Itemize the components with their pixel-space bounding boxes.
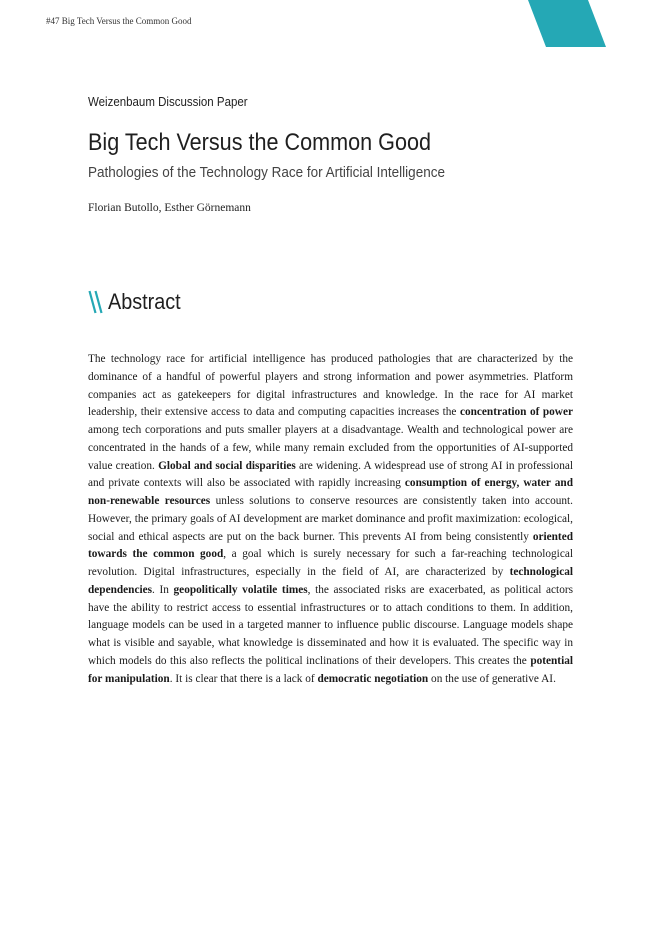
abstract-text: , the associated risks are exacerbated, as political actors have the ability to restrict access to essential infrastructures or to attach conditions to them. In addition, language models can be used in a targeted manner to influence public discourse. Language models shape what is visible and sayable, what knowledge is disseminated and how it is evaluated. The specific way in which models do this also reflects the political inclinations of their developers. This creates the — [88, 583, 574, 667]
author-list: Florian Butollo, Esther Görnemann — [88, 202, 251, 214]
abstract-emphasis: technological dependencies — [88, 566, 573, 596]
series-label: Weizenbaum Discussion Paper — [88, 95, 248, 109]
abstract-text: . It is clear that there is a lack of — [169, 672, 318, 685]
double-slash-icon — [88, 289, 104, 315]
corner-accent-shape — [526, 0, 606, 47]
abstract-emphasis: democratic negotiation — [317, 672, 429, 685]
paper-subtitle: Pathologies of the Technology Race for Artificial Intelligence — [88, 164, 445, 181]
abstract-emphasis: consumption of energy, water and non-renewable resources — [88, 477, 573, 507]
abstract-text: The technology race for artificial intelligence has produced pathologies that are characterized by the dominance of a handful of powerful players and strong information and power asymmetries. Platform companies act as gatekeepers for digital infrastructures and knowledge. In the race for AI market leadership, their extensive access to data and computing capacities increases the — [88, 353, 573, 419]
abstract-emphasis: geopolitically volatile times — [173, 583, 308, 596]
abstract-text: among tech corporations and puts smaller players at a disadvantage. Wealth and technological power are concentrated in the hands of a few, while many remain excluded from the opportunities of AI-supported value creation. — [88, 424, 573, 472]
paper-title: Big Tech Versus the Common Good — [88, 129, 431, 156]
abstract-text: , a goal which is surely necessary for such a far-reaching technological revolution. Digital infrastructures, especially in the field of AI, are characterized by — [88, 548, 573, 578]
running-header: #47 Big Tech Versus the Common Good — [46, 16, 192, 26]
abstract-text: are widening. A widespread use of strong AI in professional and private contexts will also be associated with rapidly increasing — [88, 459, 573, 490]
abstract-heading — [88, 288, 189, 316]
abstract-heading-label: Abstract — [108, 289, 181, 314]
abstract-emphasis: concentration of power — [459, 406, 573, 419]
abstract-emphasis: Global and social disparities — [158, 459, 296, 472]
abstract-text: . In — [152, 583, 174, 596]
corner-accent-parallelogram — [528, 0, 606, 47]
abstract-body — [88, 351, 573, 688]
abstract-emphasis: oriented towards the common good — [88, 530, 573, 561]
abstract-text: unless solutions to conserve resources are consistently taken into account. However, the primary goals of AI development are market dominance and profit maximization: ecological, social and ethical aspects are put on the back burner. This prevents AI from being consistently — [88, 495, 573, 543]
abstract-text: on the use of generative AI. — [428, 672, 556, 685]
abstract-emphasis: potential for manipulation — [88, 654, 573, 685]
